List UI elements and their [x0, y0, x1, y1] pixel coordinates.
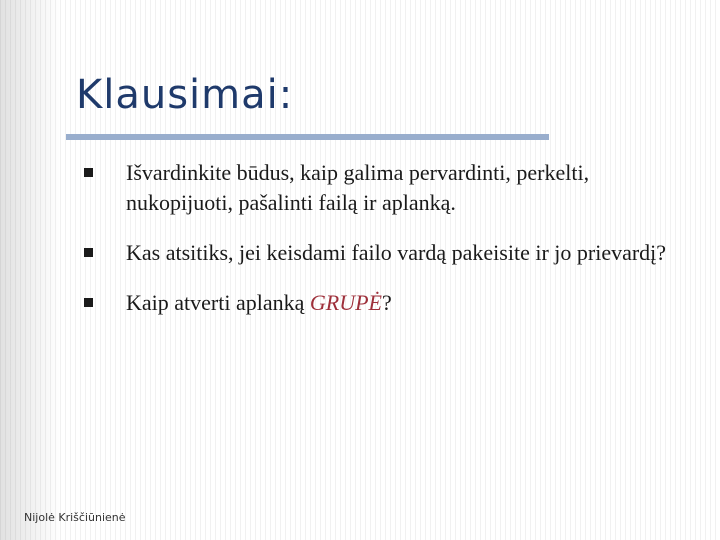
square-bullet-icon	[84, 168, 93, 177]
bullet-item	[80, 238, 680, 268]
slide-title: Klausimai:	[76, 72, 294, 118]
bullet-text-after: ?	[381, 290, 392, 315]
bullet-text-before: Kaip atverti aplanką	[126, 290, 310, 315]
bullet-text: Išvardinkite būdus, kaip galima pervardinti, perkelti, nukopijuoti, pašalinti failą ir aplanką.	[126, 160, 590, 215]
square-bullet-icon	[84, 248, 93, 257]
bullet-list	[80, 158, 680, 338]
bullet-item	[80, 158, 680, 218]
square-bullet-icon	[84, 298, 93, 307]
title-underline	[66, 134, 549, 140]
author-footer: Nijolė Kriščiūnienė	[24, 511, 126, 524]
bullet-item	[80, 288, 680, 318]
folder-name-highlight: GRUPĖ	[309, 290, 382, 315]
bullet-text: Kas atsitiks, jei keisdami failo vardą pakeisite ir jo prievardį?	[126, 240, 667, 265]
